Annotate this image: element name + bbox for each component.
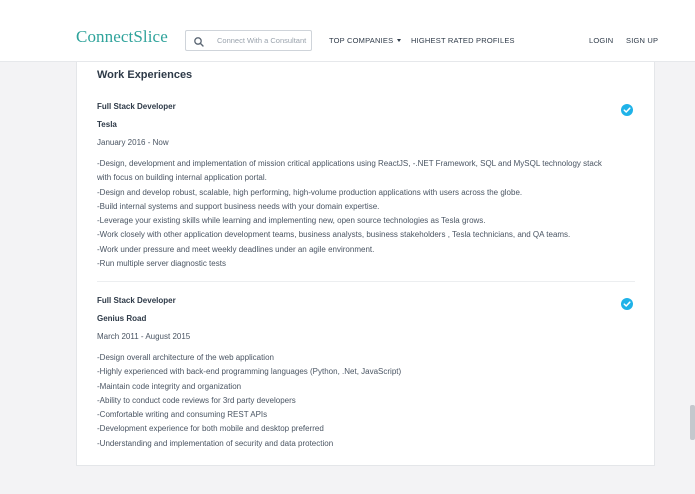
search-box[interactable]	[185, 30, 312, 51]
page-scrollbar[interactable]	[690, 405, 695, 440]
description-line: -Build internal systems and support business needs with your domain expertise.	[97, 201, 380, 211]
top-companies-menu[interactable]	[329, 36, 401, 45]
chevron-down-icon	[397, 39, 401, 42]
search-input[interactable]: Connect With a Consultant	[217, 36, 307, 45]
description-line: -Work under pressure and meet weekly deadlines under an agile environment.	[97, 244, 375, 254]
top-navbar	[0, 0, 695, 62]
job-description	[97, 351, 635, 451]
check-circle-icon	[621, 103, 633, 115]
description-line: -Comfortable writing and consuming REST APIs	[97, 410, 268, 420]
description-line: -Run multiple server diagnostic tests	[97, 259, 226, 269]
description-line: -Design overall architecture of the web application	[97, 353, 274, 362]
description-line: -Development experience for both mobile and desktop preferred	[97, 424, 324, 434]
login-link[interactable]: LOGIN	[589, 36, 614, 45]
job-title: Full Stack Developer	[97, 102, 176, 111]
company-name: Tesla	[97, 120, 117, 129]
search-icon	[193, 35, 205, 47]
signup-link[interactable]: SIGN UP	[626, 36, 659, 45]
description-line: -Design and develop robust, scalable, high performing, high-volume production applications with users across the globe.	[97, 187, 523, 197]
description-line: with focus on building internal application portal.	[97, 173, 267, 183]
description-line: -Work closely with other application development teams, business analysts, business stakeholders , Tesla technicians, and QA teams.	[97, 230, 571, 240]
description-line: -Maintain code integrity and organization	[97, 381, 242, 391]
job-description	[97, 157, 635, 271]
description-line: -Ability to conduct code reviews for 3rd party developers	[97, 395, 296, 405]
description-line: -Design, development and implementation of mission critical applications using ReactJS, -.NET Framework, SQL and MySQL technology stack	[97, 159, 602, 168]
highest-rated-profiles-link[interactable]: HIGHEST RATED PROFILES	[411, 36, 515, 45]
employment-dates: January 2016 - Now	[97, 138, 169, 147]
description-line: -Leverage your existing skills while learning and implementing new, open source technologies as Tesla grows.	[97, 216, 486, 226]
employment-dates: March 2011 - August 2015	[97, 332, 191, 341]
work-experiences-card	[76, 62, 655, 466]
check-circle-icon	[621, 297, 633, 309]
description-line: -Highly experienced with back-end programming languages (Python, .Net, JavaScript)	[97, 367, 402, 377]
section-title: Work Experiences	[97, 69, 193, 81]
company-name: Genius Road	[97, 314, 147, 323]
brand-logo[interactable]: ConnectSlice	[76, 27, 168, 46]
description-line: -Understanding and implementation of security and data protection	[97, 438, 334, 448]
job-title: Full Stack Developer	[97, 296, 176, 305]
divider	[97, 281, 635, 282]
top-companies-label: TOP COMPANIES	[329, 36, 394, 45]
